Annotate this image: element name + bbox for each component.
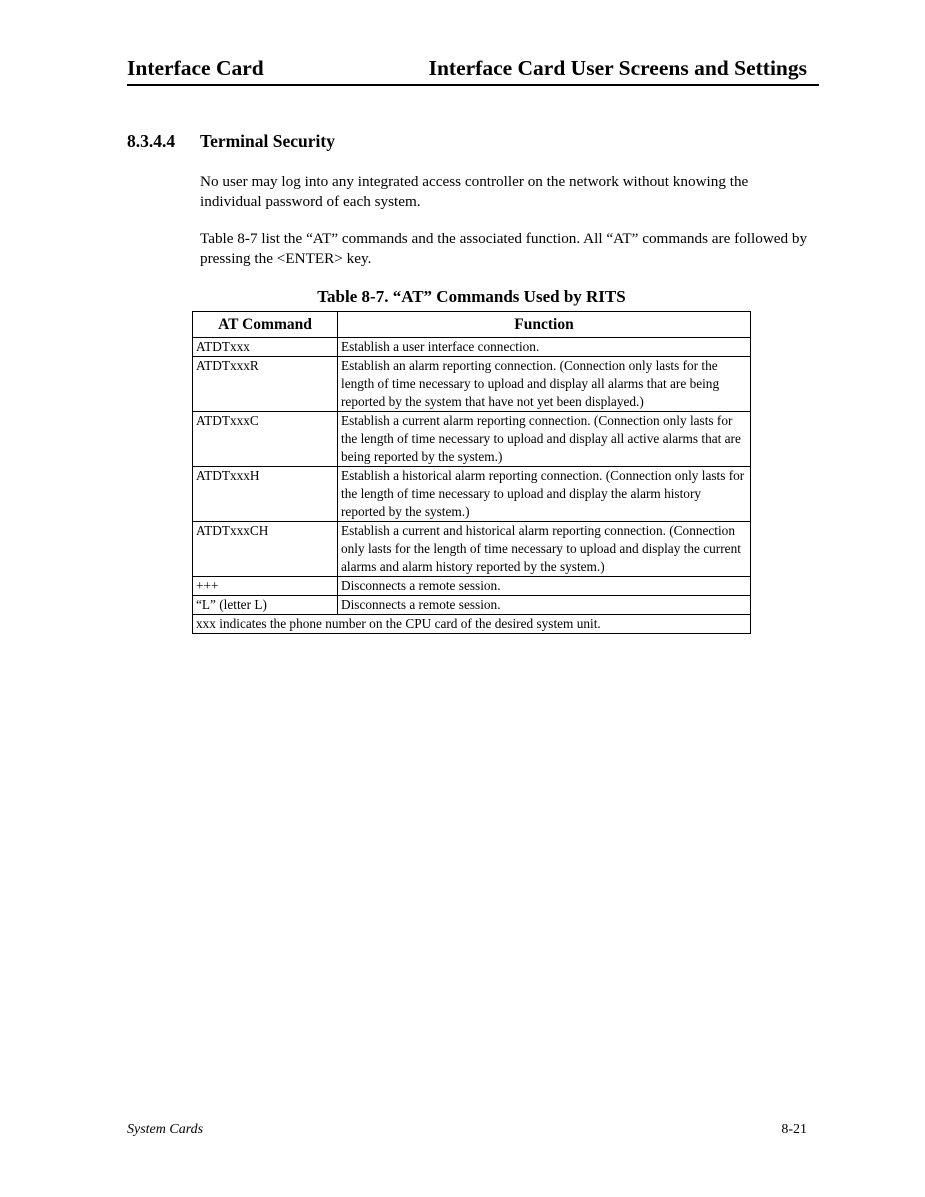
table-row bbox=[193, 338, 751, 357]
function-cell: Establish a user interface connection. bbox=[338, 338, 751, 357]
table-note: xxx indicates the phone number on the CPU card of the desired system unit. bbox=[193, 615, 751, 634]
page-header bbox=[127, 54, 819, 86]
section-heading bbox=[127, 131, 335, 152]
table-row bbox=[193, 522, 751, 577]
table-row bbox=[193, 412, 751, 467]
table-row bbox=[193, 357, 751, 412]
function-cell: Establish an alarm reporting connection. (Connection only lasts for the length of time necessary to upload and display all alarms that are being reported by the system that have not yet been displayed.) bbox=[338, 357, 751, 412]
header-chapter-title: Interface Card bbox=[127, 56, 264, 80]
column-header-at-command: AT Command bbox=[193, 312, 338, 338]
paragraph-at-commands: Table 8-7 list the “AT” commands and the associated function. All “AT” commands are followed by pressing the <ENTER> key. bbox=[200, 230, 808, 267]
at-commands-table bbox=[192, 311, 751, 634]
table-row bbox=[193, 596, 751, 615]
command-cell: ATDTxxxR bbox=[193, 357, 338, 412]
function-cell: Establish a current and historical alarm reporting connection. (Connection only lasts for the length of time necessary to upload and display the current alarms and alarm history reported by the system.) bbox=[338, 522, 751, 577]
header-section-title: Interface Card User Screens and Settings bbox=[428, 56, 807, 80]
section-title: Terminal Security bbox=[200, 131, 335, 151]
command-cell: ATDTxxxC bbox=[193, 412, 338, 467]
command-cell: ATDTxxx bbox=[193, 338, 338, 357]
section-number: 8.3.4.4 bbox=[127, 131, 176, 151]
page-number: 8-21 bbox=[781, 1122, 807, 1137]
table-header-row bbox=[193, 312, 751, 338]
function-cell: Establish a historical alarm reporting connection. (Connection only lasts for the length of time necessary to upload and display the alarm history reported by the system.) bbox=[338, 467, 751, 522]
command-cell: ATDTxxxH bbox=[193, 467, 338, 522]
table-row bbox=[193, 577, 751, 596]
footer-book-title: System Cards bbox=[127, 1122, 204, 1137]
function-cell: Disconnects a remote session. bbox=[338, 596, 751, 615]
table-row bbox=[193, 467, 751, 522]
function-cell: Disconnects a remote session. bbox=[338, 577, 751, 596]
command-cell: +++ bbox=[193, 577, 338, 596]
paragraph-password: No user may log into any integrated access controller on the network without knowing the individual password of each system. bbox=[200, 173, 749, 210]
table-note-row bbox=[193, 615, 751, 634]
table-caption: Table 8-7. “AT” Commands Used by RITS bbox=[317, 287, 626, 306]
column-header-function: Function bbox=[338, 312, 751, 338]
command-cell: “L” (letter L) bbox=[193, 596, 338, 615]
command-cell: ATDTxxxCH bbox=[193, 522, 338, 577]
function-cell: Establish a current alarm reporting connection. (Connection only lasts for the length of time necessary to upload and display all active alarms that are being reported by the system.) bbox=[338, 412, 751, 467]
